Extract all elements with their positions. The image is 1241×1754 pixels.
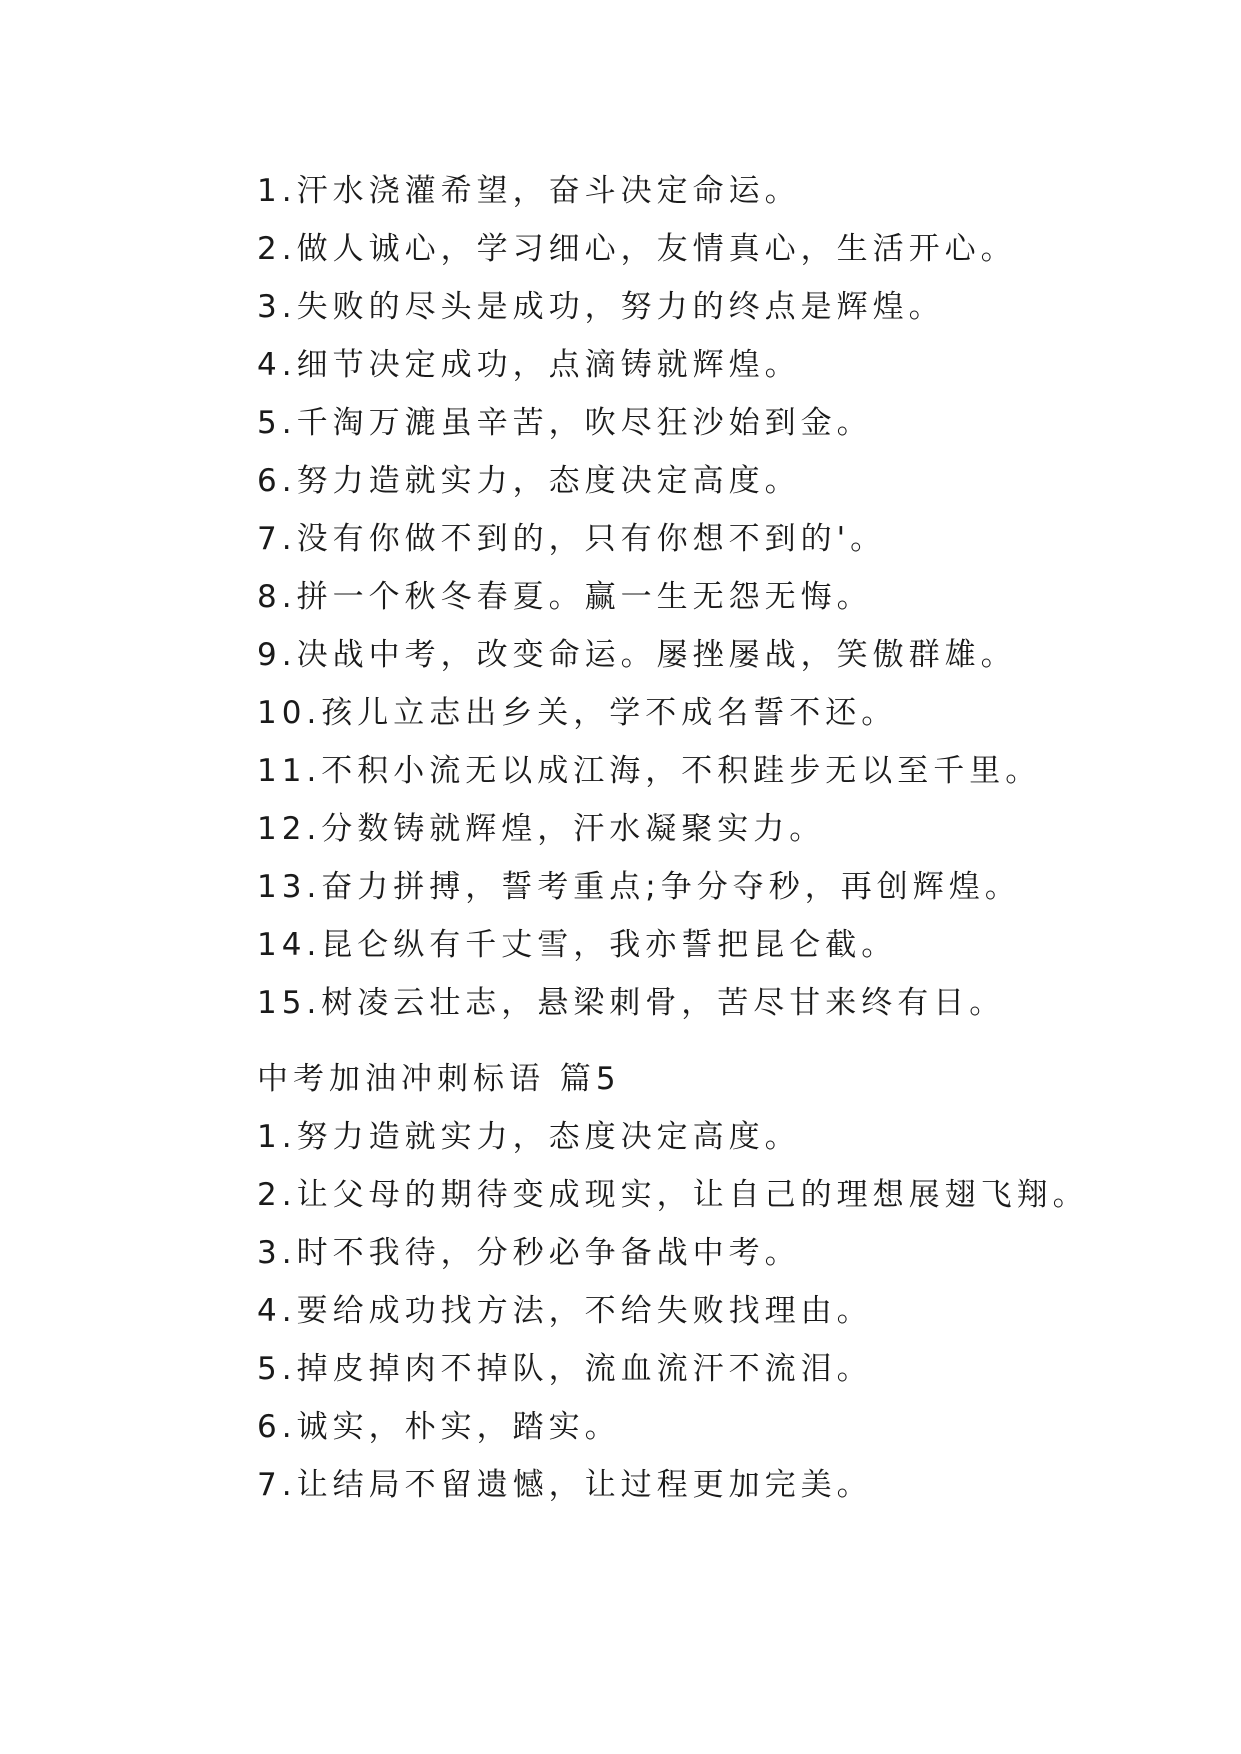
list-item: 12.分数铸就辉煌，汗水凝聚实力。 — [257, 811, 826, 847]
list-item: 14.昆仑纵有千丈雪，我亦誓把昆仑截。 — [257, 927, 898, 963]
list-item: 11.不积小流无以成江海，不积跬步无以至千里。 — [257, 753, 1042, 789]
list-item: 3.时不我待，分秒必争备战中考。 — [257, 1235, 801, 1271]
list-item: 1.努力造就实力，态度决定高度。 — [257, 1119, 801, 1155]
list-item: 2.让父母的期待变成现实，让自己的理想展翅飞翔。 — [257, 1177, 1089, 1213]
list-item: 3.失败的尽头是成功，努力的终点是辉煌。 — [257, 289, 945, 325]
list-item: 6.努力造就实力，态度决定高度。 — [257, 463, 801, 499]
list-item: 7.没有你做不到的，只有你想不到的'。 — [257, 521, 887, 557]
list-item: 5.千淘万漉虽辛苦，吹尽狂沙始到金。 — [257, 405, 873, 441]
slogan-list-continued — [257, 162, 1157, 1032]
list-item: 13.奋力拼搏，誓考重点;争分夺秒，再创辉煌。 — [257, 869, 1021, 905]
list-item: 7.让结局不留遗憾，让过程更加完美。 — [257, 1467, 873, 1503]
section-heading: 中考加油冲刺标语 篇5 — [257, 1061, 621, 1097]
list-item: 2.做人诚心，学习细心，友情真心，生活开心。 — [257, 231, 1017, 267]
list-item: 6.诚实，朴实，踏实。 — [257, 1409, 621, 1445]
list-item: 4.要给成功找方法，不给失败找理由。 — [257, 1293, 873, 1329]
list-item: 8.拼一个秋冬春夏。赢一生无怨无悔。 — [257, 579, 873, 615]
slogan-list-section-5 — [257, 1108, 1157, 1514]
list-item: 15.树凌云壮志，悬梁刺骨，苦尽甘来终有日。 — [257, 985, 1006, 1021]
list-item: 1.汗水浇灌希望，奋斗决定命运。 — [257, 173, 801, 209]
list-item: 9.决战中考，改变命运。屡挫屡战，笑傲群雄。 — [257, 637, 1017, 673]
list-item: 5.掉皮掉肉不掉队，流血流汗不流泪。 — [257, 1351, 873, 1387]
list-item: 10.孩儿立志出乡关，学不成名誓不还。 — [257, 695, 898, 731]
list-item: 4.细节决定成功，点滴铸就辉煌。 — [257, 347, 801, 383]
